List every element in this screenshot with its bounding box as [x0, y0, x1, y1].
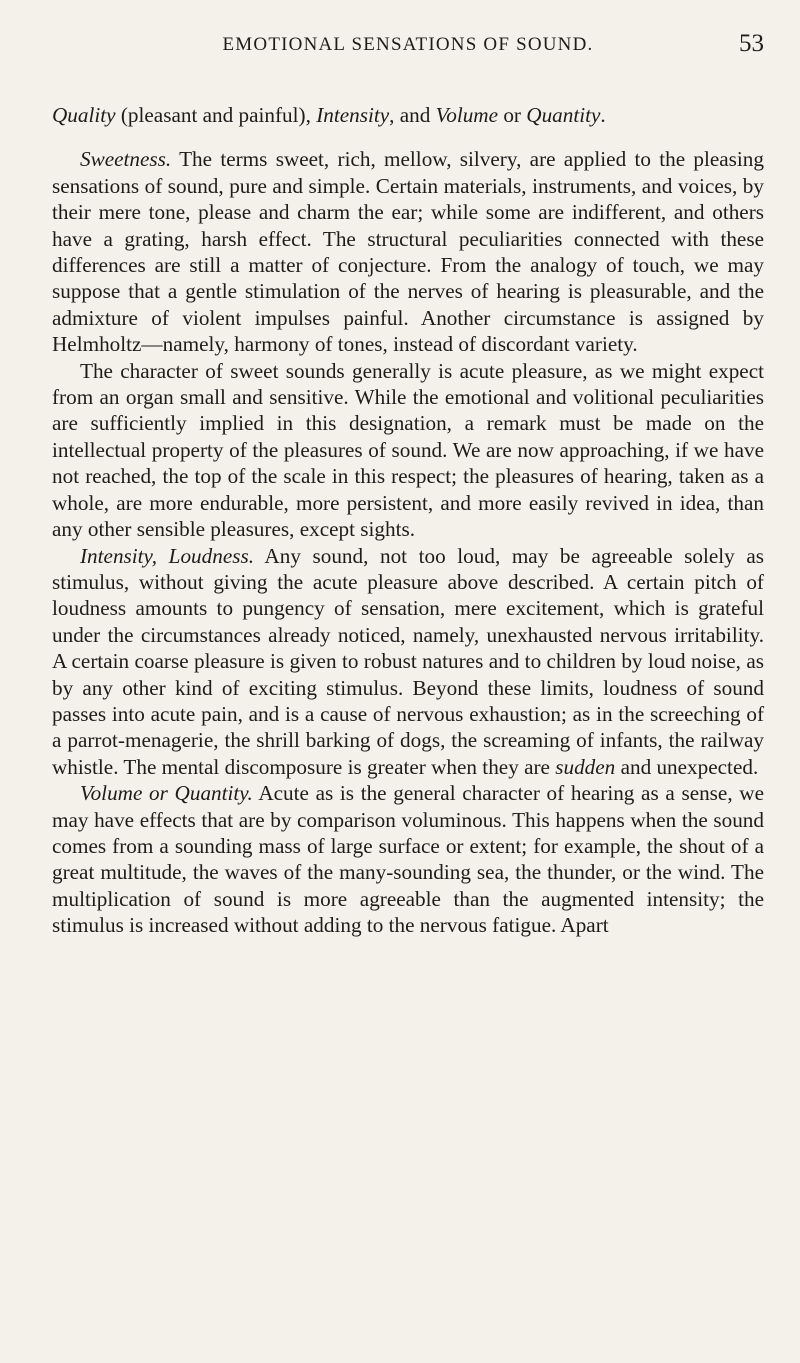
term-intensity: Intensity [316, 103, 390, 127]
body-text [52, 102, 764, 939]
emphasis-sudden: sudden [555, 754, 616, 779]
paragraph-volume: Volume or Quantity. Acute as is the general character of hearing as a sense, we may have effects that are by comparison voluminous. This happens when the sound comes from a sounding mass of large surface or extent; for example, the shout of a great multitude, the waves of the many-sounding sea, the thunder, or the wind. The multiplication of sound is more agreeable than the augmented intensity; the stimulus is increased without adding to the nervous fatigue. Apart [52, 781, 765, 938]
intro-line: Quality (pleasant and painful), Intensity, and Volume or Quantity. [52, 103, 606, 127]
paragraph-heading: Volume or Quantity. [80, 781, 253, 806]
term-volume: Volume [435, 103, 499, 127]
book-page [52, 30, 764, 1350]
paragraph-sweetness: Sweetness. The terms sweet, rich, mellow, silvery, are applied to the pleasing sensations of sound, pure and simple. Certain materials, instruments, and voices, by their mere tone, please and charm the ear; while some are indifferent, and others have a grating, harsh effect. The structural peculiarities connected with these differences are still a matter of conjecture. From the analogy of touch, we may suppose that a gentle stimulation of the nerves of hearing is pleasurable, and the admixture of violent impulses painful. Another circumstance is assigned by Helmholtz—namely, harmony of tones, instead of discordant variety. [52, 147, 764, 357]
paragraph-intensity: Intensity, Loudness. Any sound, not too loud, may be agreeable solely as stimulus, without giving the acute pleasure above described. A certain pitch of loudness amounts to pungency of sensation, mere excitement, which is grateful under the circumstances already noticed, namely, unexhausted nervous irritability. A certain coarse pleasure is given to robust natures and to children by loud noise, as by any other kind of exciting stimulus. Beyond these limits, loudness of sound passes into acute pain, and is a cause of nervous exhaustion; as in the screeching of a parrot-menagerie, the shrill barking of dogs, the screaming of infants, the railway whistle. The mental discomposure is greater when they are sudden and unexpected. [52, 543, 765, 779]
page-header [52, 30, 764, 70]
paragraph-character: The character of sweet sounds generally is acute pleasure, as we might expect from an organ small and sensitive. While the emotional and volitional peculiarities are sufficiently implied in this designation, a remark must be made on the intellectual property of the pleasures of sound. We are now approaching, if we have not reached, the top of the scale in this respect; the pleasures of hearing, taken as a whole, are more endurable, more persistent, and more easily revived in idea, than any other sensible pleasures, except sights. [52, 358, 764, 542]
paragraph-heading: Intensity, Loudness. [80, 543, 255, 568]
paragraph-heading: Sweetness. [80, 147, 172, 172]
term-quality: Quality [52, 103, 116, 127]
running-head: EMOTIONAL SENSATIONS OF SOUND. [222, 34, 594, 55]
term-quantity: Quantity [526, 103, 601, 127]
page-number: 53 [739, 30, 764, 57]
